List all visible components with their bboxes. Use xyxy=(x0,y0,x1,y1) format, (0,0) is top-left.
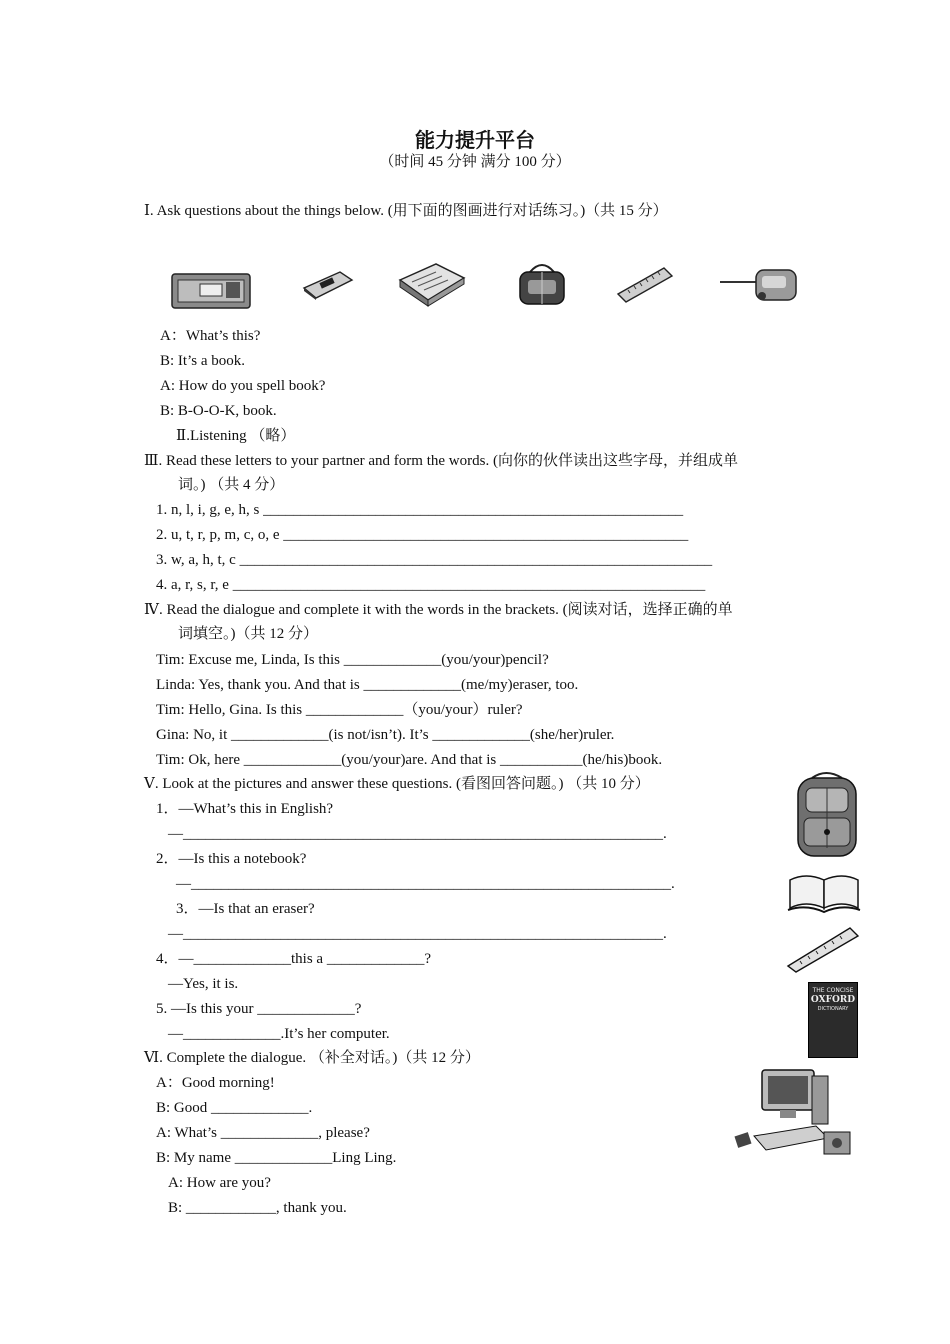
question-line: 3．—Is that an eraser? xyxy=(176,901,315,917)
dictionary-picture xyxy=(808,982,858,1058)
dialogue-line: Tim: Hello, Gina. Is this _____________（you/your）ruler? xyxy=(156,702,523,718)
section-2-heading: Ⅱ.Listening （略） xyxy=(176,428,296,444)
section-5-heading: Ⅴ. Look at the pictures and answer these questions. (看图回答问题。) （共 10 分） xyxy=(144,776,650,792)
answer-line: —________________________________________________________________. xyxy=(168,926,667,942)
eraser-picture xyxy=(300,266,356,302)
bag-picture xyxy=(516,256,568,308)
section-3-heading-cont: 词。) （共 4 分） xyxy=(178,477,285,493)
dialogue-line: Linda: Yes, thank you. And that is _____________(me/my)eraser, too. xyxy=(156,677,579,693)
letters-item: 2. u, t, r, p, m, c, o, e ______________________________________________________ xyxy=(156,527,689,543)
dictionary-cover-line: DICTIONARY xyxy=(817,1006,849,1012)
section-6-heading: Ⅵ. Complete the dialogue. （补全对话。)（共 12 分） xyxy=(144,1050,480,1066)
question-line: 4．—_____________this a _____________? xyxy=(156,951,431,967)
dialogue-line: Tim: Ok, here _____________(you/your)are. And that is ___________(he/his)book. xyxy=(156,752,663,768)
dialogue-line: Tim: Excuse me, Linda, Is this _____________(you/your)pencil? xyxy=(156,652,549,668)
book-picture xyxy=(396,260,468,308)
question-line: 1．—What’s this in English? xyxy=(156,801,334,817)
dialogue-line: Gina: No, it _____________(is not/isn’t). It’s _____________(she/her)ruler. xyxy=(156,727,615,743)
dialogue-line: A：Good morning! xyxy=(156,1075,275,1091)
dialogue-line: B: ____________, thank you. xyxy=(168,1200,347,1216)
section-4-heading: Ⅳ. Read the dialogue and complete it with the words in the brackets. (阅读对话，选择正确的单 xyxy=(144,602,733,618)
dictionary-cover-line: THE CONCISE xyxy=(812,987,854,994)
open-book-picture xyxy=(786,872,862,914)
dialogue-line: A：What’s this? xyxy=(160,328,261,344)
backpack-picture xyxy=(790,768,864,860)
page-subtitle: （时间 45 分钟 满分 100 分） xyxy=(379,154,571,170)
section-1-heading: Ⅰ. Ask questions about the things below. (用下面的图画进行对话练习。)（共 15 分） xyxy=(144,203,668,219)
dialogue-line: A: What’s _____________, please? xyxy=(156,1125,370,1141)
answer-line: —Yes, it is. xyxy=(168,976,239,992)
dialogue-line: A: How do you spell book? xyxy=(160,378,326,394)
answer-line: —________________________________________________________________. xyxy=(176,876,675,892)
pencil-sharpener-picture xyxy=(718,262,800,306)
dictionary-cover-title: OXFORD xyxy=(810,995,856,1005)
answer-line: —________________________________________________________________. xyxy=(168,826,667,842)
dialogue-line: A: How are you? xyxy=(168,1175,271,1191)
letters-item: 3. w, a, h, t, c _______________________________________________________________ xyxy=(156,552,713,568)
letters-item: 4. a, r, s, r, e _______________________________________________________________ xyxy=(156,577,706,593)
section-3-heading: Ⅲ. Read these letters to your partner and form the words. (向你的伙伴读出这些字母，并组成单 xyxy=(144,453,738,469)
pencil-box-picture xyxy=(170,268,254,312)
answer-line: —_____________.It’s her computer. xyxy=(168,1026,390,1042)
question-line: 2．—Is this a notebook? xyxy=(156,851,307,867)
section-4-heading-cont: 词填空。)（共 12 分） xyxy=(178,626,318,642)
letters-item: 1. n, l, i, g, e, h, s ________________________________________________________ xyxy=(156,502,684,518)
page-title: 能力提升平台 xyxy=(415,128,535,152)
dialogue-line: B: It’s a book. xyxy=(160,353,245,369)
ruler-picture-2 xyxy=(786,926,860,974)
dialogue-line: B: Good _____________. xyxy=(156,1100,313,1116)
ruler-picture xyxy=(616,264,674,304)
dialogue-line: B: My name _____________Ling Ling. xyxy=(156,1150,397,1166)
question-line: 5. —Is this your _____________? xyxy=(156,1001,362,1017)
computer-picture xyxy=(732,1066,858,1160)
dialogue-line: B: B-O-O-K, book. xyxy=(160,403,277,419)
